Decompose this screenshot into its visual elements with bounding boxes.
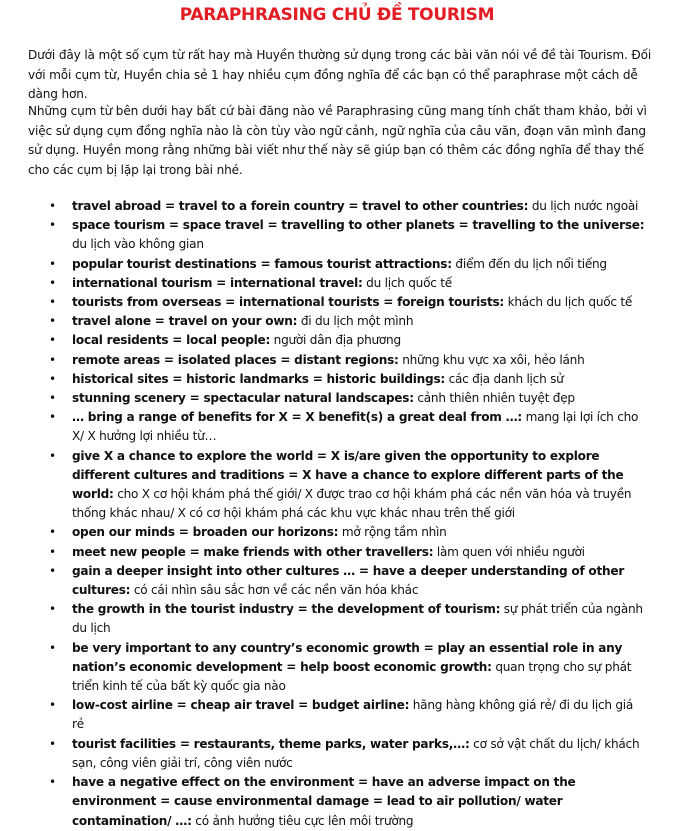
english-phrases: low-cost airline = cheap air travel = budget airline: <box>72 698 410 713</box>
english-phrases: the growth in the tourist industry = the development of tourism: <box>72 602 501 617</box>
vietnamese-meaning: cho X cơ hội khám phá thế giới/ X được trao cơ hội khám phá các nền văn hóa và truyền thống khác nhau/ X có cơ hội khám phá các khu vực khác nhau trên thế giới <box>72 487 632 521</box>
page-title: PARAPHRASING CHỦ ĐỀ TOURISM <box>179 5 495 25</box>
vietnamese-meaning: các địa danh lịch sử <box>445 371 564 386</box>
english-phrases: stunning scenery = spectacular natural landscapes: <box>72 391 414 406</box>
list-item <box>0 600 674 638</box>
english-phrases: open our minds = broaden our horizons: <box>72 525 339 540</box>
vietnamese-meaning: đi du lịch một mình <box>297 314 414 329</box>
english-phrases: travel abroad = travel to a forein country = travel to other countries: <box>72 199 529 213</box>
list-item <box>0 696 674 734</box>
bullet-icon: • <box>49 333 56 348</box>
vietnamese-meaning: người dân địa phương <box>270 333 401 348</box>
list-item <box>0 370 674 389</box>
list-item <box>0 312 674 331</box>
english-phrases: tourists from overseas = international tourists = foreign tourists: <box>72 295 505 310</box>
bullet-icon: • <box>49 218 56 233</box>
english-phrases: space tourism = space travel = travelling to other planets = travelling to the universe: <box>72 218 645 233</box>
bullet-icon: • <box>49 448 56 463</box>
vietnamese-meaning: mang lại lợi ích cho X/ X hưởng lợi nhiều từ… <box>72 410 639 444</box>
bullet-icon: • <box>49 199 56 213</box>
list-item <box>0 523 674 542</box>
list-item <box>0 216 674 254</box>
vietnamese-meaning: điểm đến du lịch nổi tiếng <box>451 256 607 271</box>
bullet-icon: • <box>49 256 56 271</box>
list-item <box>0 447 674 524</box>
vietnamese-meaning: cảnh thiên nhiên tuyệt đẹp <box>413 391 575 406</box>
english-phrases: meet new people = make friends with other travellers: <box>72 544 434 559</box>
vietnamese-meaning: làm quen với nhiều người <box>433 544 585 559</box>
list-item <box>0 639 674 697</box>
vietnamese-meaning: những khu vực xa xôi, hẻo lánh <box>398 352 585 367</box>
bullet-icon: • <box>49 371 56 386</box>
bullet-icon: • <box>49 544 56 559</box>
english-phrases: popular tourist destinations = famous tourist attractions: <box>72 256 452 271</box>
english-phrases: give X a chance to explore the world = X is/are given the opportunity to explore different cultures and traditions = X have a chance to explore different parts of the world: <box>72 448 624 502</box>
english-phrases: travel alone = travel on your own: <box>72 314 298 329</box>
english-phrases: tourist facilities = restaurants, theme parks, water parks,…: <box>72 736 470 751</box>
list-item <box>0 293 674 312</box>
english-phrases: remote areas = isolated places = distant regions: <box>72 352 399 367</box>
bullet-icon: • <box>49 525 56 540</box>
vietnamese-meaning: du lịch vào không gian <box>72 237 204 252</box>
intro-paragraph-1: Dưới đây là một số cụm từ rất hay mà Huyền thường sử dụng trong các bài văn nói về đề tài Tourism. Đối với mỗi cụm từ, Huyền chia sẻ 1 hay nhiều cụm đồng nghĩa để các bạn có thể paraphrase một cách dễ dàng hơn. <box>28 48 652 101</box>
bullet-icon: • <box>49 602 56 617</box>
bullet-icon: • <box>49 775 56 790</box>
list-item <box>0 562 674 600</box>
list-item <box>0 408 674 446</box>
list-item <box>0 543 674 562</box>
list-item <box>0 351 674 370</box>
bullet-icon: • <box>49 640 56 655</box>
english-phrases: … bring a range of benefits for X = X benefit(s) a great deal from …: <box>72 410 523 425</box>
bullet-icon: • <box>49 698 56 713</box>
list-item <box>0 255 674 274</box>
english-phrases: international tourism = international travel: <box>72 275 363 290</box>
english-phrases: gain a deeper insight into other cultures … = have a deeper understanding of other cultures: <box>72 563 625 598</box>
vietnamese-meaning: khách du lịch quốc tế <box>504 295 633 310</box>
english-phrases: have a negative effect on the environment = have an adverse impact on the environment = cause environmental damage = lead to air pollution/ water contamination/ …: <box>72 775 576 828</box>
bullet-icon: • <box>49 295 56 310</box>
vietnamese-meaning: mở rộng tầm nhìn <box>338 525 447 540</box>
bullet-icon: • <box>49 391 56 406</box>
english-phrases: historical sites = historic landmarks = historic buildings: <box>72 371 445 386</box>
vietnamese-meaning: quan trọng cho sự phát triển kinh tế của bất kỳ quốc gia nào <box>72 659 632 694</box>
vietnamese-meaning: có ảnh hưởng tiêu cực lên môi trường <box>191 813 414 828</box>
english-phrases: local residents = local people: <box>72 333 271 348</box>
bullet-icon: • <box>49 275 56 290</box>
bullet-icon: • <box>49 314 56 329</box>
list-item <box>0 197 674 216</box>
vietnamese-meaning: du lịch quốc tế <box>362 275 452 290</box>
intro-paragraph-2: Những cụm từ bên dưới hay bất cứ bài đăng nào về Paraphrasing cũng mang tính chất tham khảo, bởi vì việc sử dụng cụm đồng nghĩa nào là còn tùy vào ngữ cảnh, ngữ nghĩa của câu văn, đoạn văn mình đang sử dụng. Huyền mong rằng những bài viết như thế này sẽ giúp bạn có thêm các đồng nghĩa để thay thế cho các cụm bị lặp lại trong bài nhé. <box>28 104 647 177</box>
bullet-icon: • <box>49 736 56 751</box>
list-item <box>0 773 674 831</box>
list-item <box>0 389 674 408</box>
bullet-icon: • <box>49 563 56 578</box>
vietnamese-meaning: du lịch nước ngoài <box>528 199 639 213</box>
vietnamese-meaning: sự phát triển của ngành du lịch <box>72 602 643 636</box>
list-item <box>0 735 674 773</box>
list-item <box>0 331 674 350</box>
list-item <box>0 274 674 293</box>
english-phrases: be very important to any country’s economic growth = play an essential role in any nation’s economic development = help boost economic growth: <box>72 640 623 674</box>
bullet-icon: • <box>49 410 56 425</box>
vietnamese-meaning: cơ sở vật chất du lịch/ khách sạn, công viên giải trí, công viên nước <box>72 736 640 770</box>
vietnamese-meaning: có cái nhìn sâu sắc hơn về các nền văn hóa khác <box>130 583 419 598</box>
phrase-list <box>0 197 674 831</box>
vietnamese-meaning: hãng hàng không giá rẻ/ đi du lịch giá rẻ <box>72 698 634 732</box>
bullet-icon: • <box>49 352 56 367</box>
